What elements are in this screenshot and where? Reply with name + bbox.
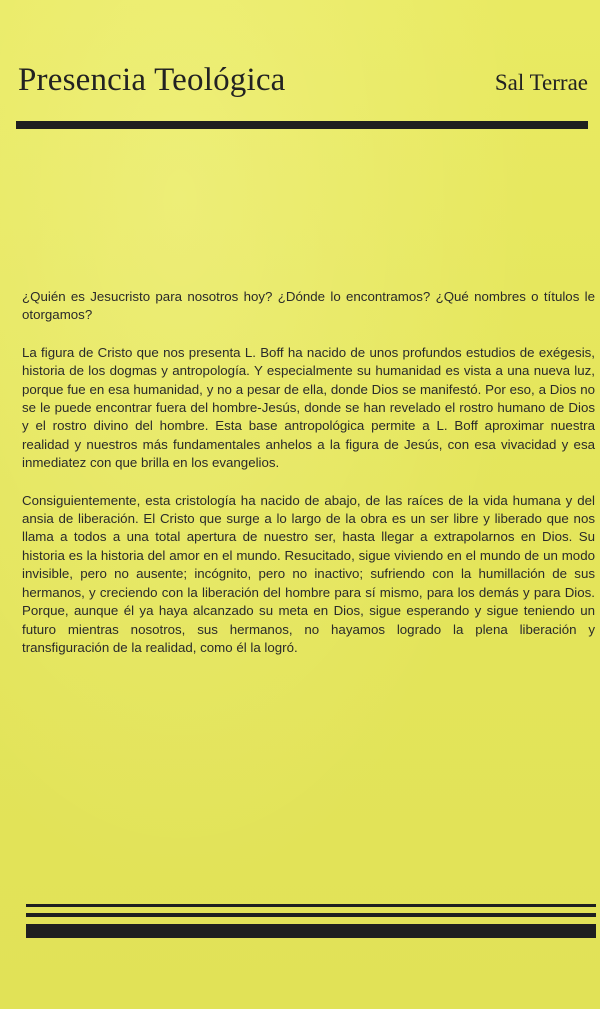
footer-rule-medium: [26, 913, 596, 917]
series-title: Presencia Teológica: [18, 62, 286, 98]
footer-rules: [26, 904, 596, 938]
header-rule: [16, 121, 588, 129]
footer-rule-thick: [26, 924, 596, 938]
blurb-paragraph-3: Consiguientemente, esta cristología ha nacido de abajo, de las raíces de la vida humana y del ansia de liberación. El Cristo que surge a lo largo de la obra es un ser libre y liberado que nos llama a todos a una total apertura de nuestro ser, hasta llegar a extrapolarnos en Dios. Su historia es la historia del amor en el mundo. Resucitado, sigue viviendo en el mundo de un modo invisible, pero no ausente; incógnito, pero no inactivo; sufriendo con la humillación de sus hermanos, y creciendo con la liberación del hombre para sí mismo, para los demás y para Dios. Porque, aunque él ya haya alcanzado su meta en Dios, sigue esperando y sigue teniendo un futuro mientras nosotros, sus hermanos, no hayamos logrado la plena liberación y transfiguración de la realidad, como él la logró.: [22, 492, 595, 655]
publisher-name: Sal Terrae: [494, 70, 588, 95]
blurb-text: [22, 288, 595, 676]
blurb-paragraph-2: La figura de Cristo que nos presenta L. Boff ha nacido de unos profundos estudios de exégesis, historia de los dogmas y antropología. Y especialmente su humanidad es vista a una nueva luz, porque fue en esa humanidad, y no a pesar de ella, donde Dios se manifestó. Por eso, a Dios no se le puede encontrar fuera del hombre-Jesús, donde se han revelado el rostro humano de Dios y el rostro divino del hombre. Esta base antropológica permite a L. Boff aproximar nuestra realidad y nuestros más fundamentales anhelos a la figura de Jesús, con esa vivacidad y esa inmediatez con que brilla en los evangelios.: [22, 344, 595, 471]
footer-rule-thin: [26, 904, 596, 907]
blurb-paragraph-1: ¿Quién es Jesucristo para nosotros hoy? ¿Dónde lo encontramos? ¿Qué nombres o títulos le otorgamos?: [22, 289, 595, 323]
